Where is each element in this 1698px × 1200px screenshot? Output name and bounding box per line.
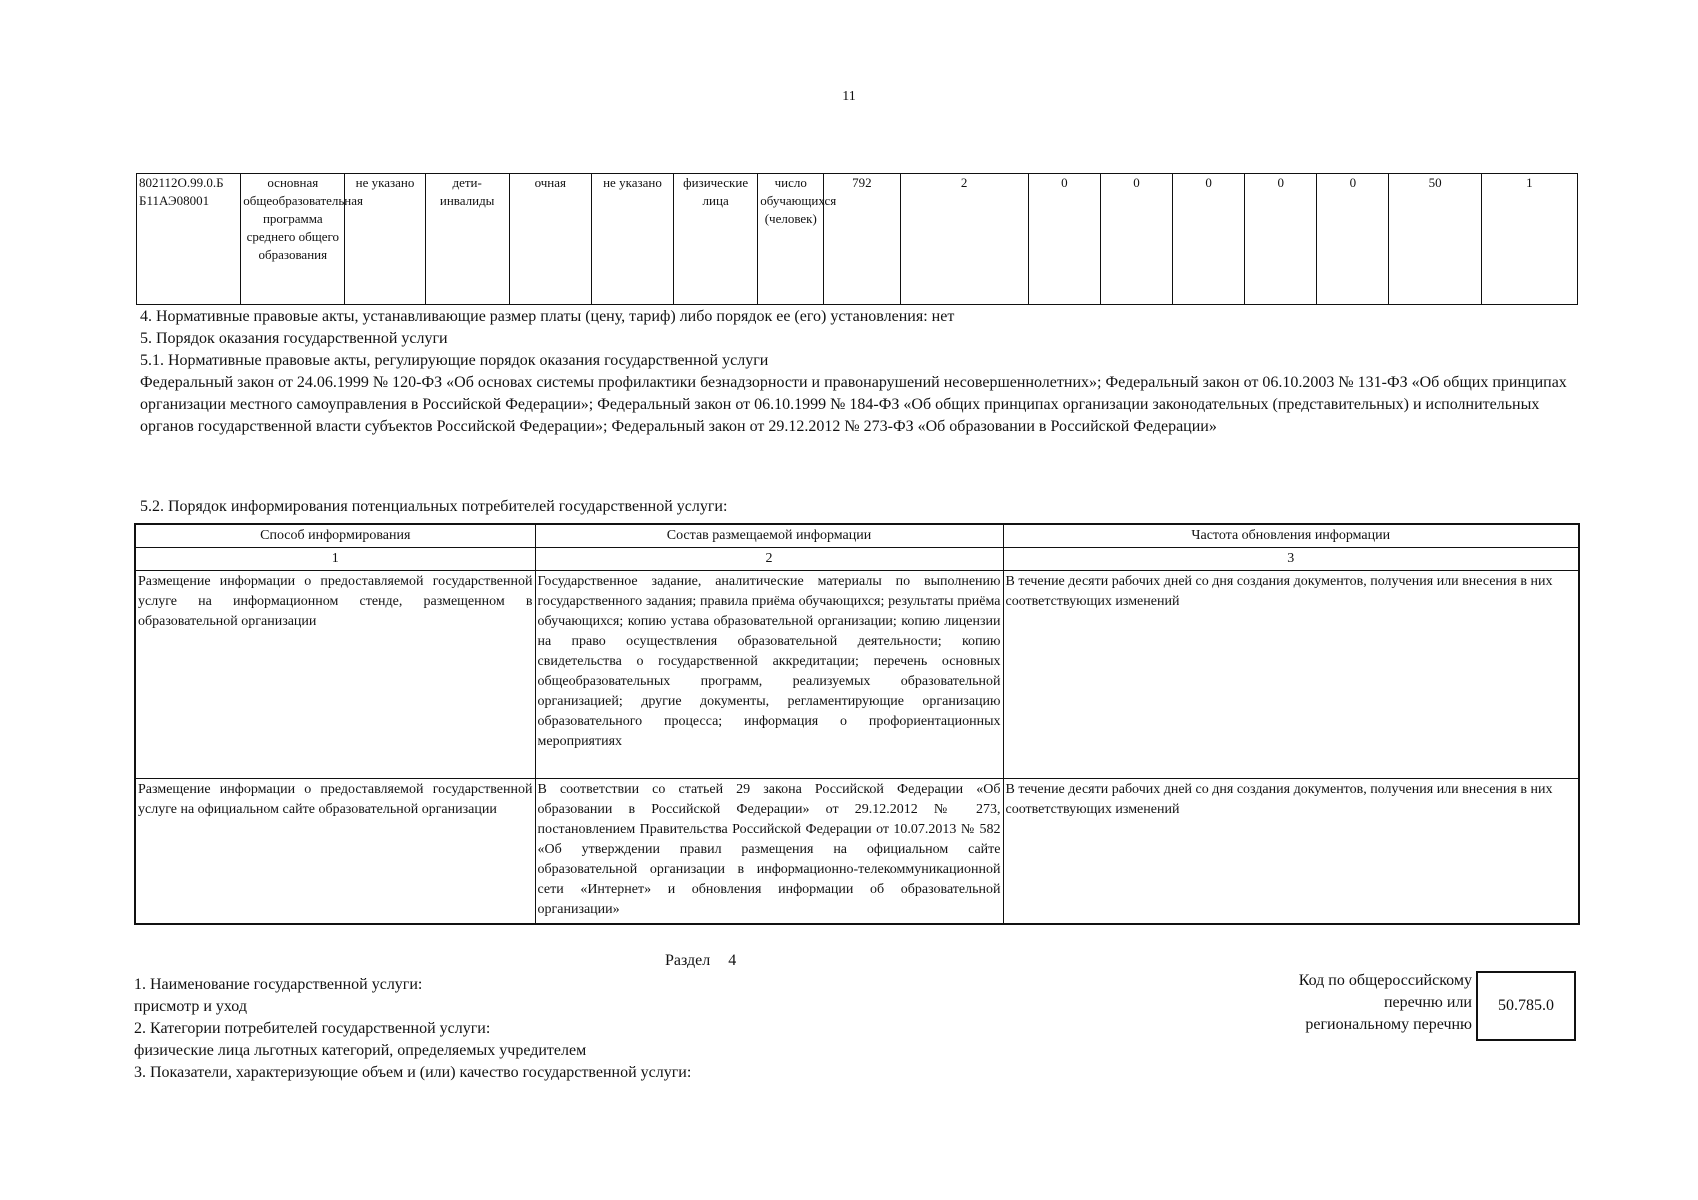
value-cell: 0 [1173,174,1245,305]
column-number-row [135,548,1579,571]
column-number: 1 [135,548,535,571]
value-cell: 0 [1317,174,1389,305]
section-5-heading: 5. Порядок оказания государственной услуги [140,330,448,347]
information-table [134,523,1580,925]
section-5-2-heading: 5.2. Порядок информирования потенциальных потребителей государственной услуги: [140,498,728,515]
value-cell: 0 [1245,174,1317,305]
indicators-heading: 3. Показатели, характеризующие объем и (или) качество государственной услуги: [134,1064,692,1081]
service-name-value: присмотр и уход [134,998,247,1015]
code-label-line: региональному перечню [1305,1016,1472,1033]
indicators-table [136,173,1578,305]
value-cell: 0 [1028,174,1100,305]
section-4-text: 4. Нормативные правовые акты, устанавливающие размер платы (цену, тариф) либо порядок ее (его) установления: нет [140,308,955,325]
consumer-category-value: физические лица льготных категорий, определяемых учредителем [134,1042,587,1059]
okei-code-cell: 792 [824,174,900,305]
cell: не указано [345,174,425,305]
table-row [135,571,1579,779]
table-row [137,174,1578,305]
registry-code-cell: 802112О.99.0.Б Б11АЭ08001 [137,174,241,305]
value-cell: 1 [1481,174,1577,305]
code-label-line: перечню или [1383,994,1472,1011]
method-cell: Размещение информации о предоставляемой государственной услуге на официальном сайте образовательной организации [135,779,535,925]
consumers-cell: физические лица [674,174,758,305]
consumer-category-label: 2. Категории потребителей государственной услуги: [134,1020,491,1037]
content-cell: В соответствии со статьей 29 закона Российской Федерации «Об образовании в Российской Федерации» от 29.12.2012 № 273, постановлением Правительства Российской Федерации от 10.07.2013 № 582 «Об утверждении правил размещения на официальном сайте образовательной организации в информационно-телекоммуникационной сети «Интернет» и обновления информации об образовательной организации» [535,779,1003,925]
section-label: Раздел [665,952,711,969]
content-cell: Государственное задание, аналитические материалы по выполнению государственного задания; правила приёма обучающихся; результаты приёма обучающихся; копию устава образовательной организации; копию лицензии на право осуществления образовательной деятельности; копию свидетельства о государственной аккредитации; перечень основных общеобразовательных программ, реализуемых образовательной организацией; другие документы, регламентирующие организацию образовательного процесса; информация о профориентационных мероприятиях [535,571,1003,779]
value-cell: 0 [1100,174,1172,305]
form-cell: очная [509,174,591,305]
method-cell: Размещение информации о предоставляемой государственной услуге на информационном стенде, размещенном в образовательной организации [135,571,535,779]
table-header-row [135,524,1579,548]
column-header: Частота обновления информации [1003,524,1579,548]
section-number: 4 [728,952,737,969]
table-row [135,779,1579,925]
program-cell: основная общеобразовательная программа среднего общего образования [241,174,345,305]
column-header: Способ информирования [135,524,535,548]
frequency-cell: В течение десяти рабочих дней со дня создания документов, получения или внесения в них соответствующих изменений [1003,779,1579,925]
page-number: 11 [842,89,856,104]
column-number: 2 [535,548,1003,571]
column-number: 3 [1003,548,1579,571]
code-label-line: Код по общероссийскому [1298,972,1472,989]
indicator-cell: число обучающихся (человек) [758,174,824,305]
laws-paragraph: Федеральный закон от 24.06.1999 № 120-ФЗ «Об основах системы профилактики безнадзорности и правонарушений несовершеннолетних»; Федеральный закон от 06.10.2003 № 131-ФЗ «Об общих принципах организации местного самоуправления в Российской Федерации»; Федеральный закон от 06.10.1999 № 184-ФЗ «Об общих принципах организации законодательных (представительных) и исполнительных органов государственной власти субъектов Российской Федерации»; Федеральный закон от 29.12.2012 № 273-ФЗ «Об образовании в Российской Федерации» [140,374,1567,435]
frequency-cell: В течение десяти рабочих дней со дня создания документов, получения или внесения в них соответствующих изменений [1003,571,1579,779]
section-title [665,952,736,970]
code-label [1230,970,1472,1036]
section-5-1-heading: 5.1. Нормативные правовые акты, регулирующие порядок оказания государственной услуги [140,352,769,369]
value-cell: 2 [900,174,1028,305]
code-box: 50.785.0 [1476,971,1576,1041]
category-cell: дети-инвалиды [425,174,509,305]
value-cell: 50 [1389,174,1481,305]
column-header: Состав размещаемой информации [535,524,1003,548]
service-name-label: 1. Наименование государственной услуги: [134,976,423,993]
cell: не указано [591,174,673,305]
